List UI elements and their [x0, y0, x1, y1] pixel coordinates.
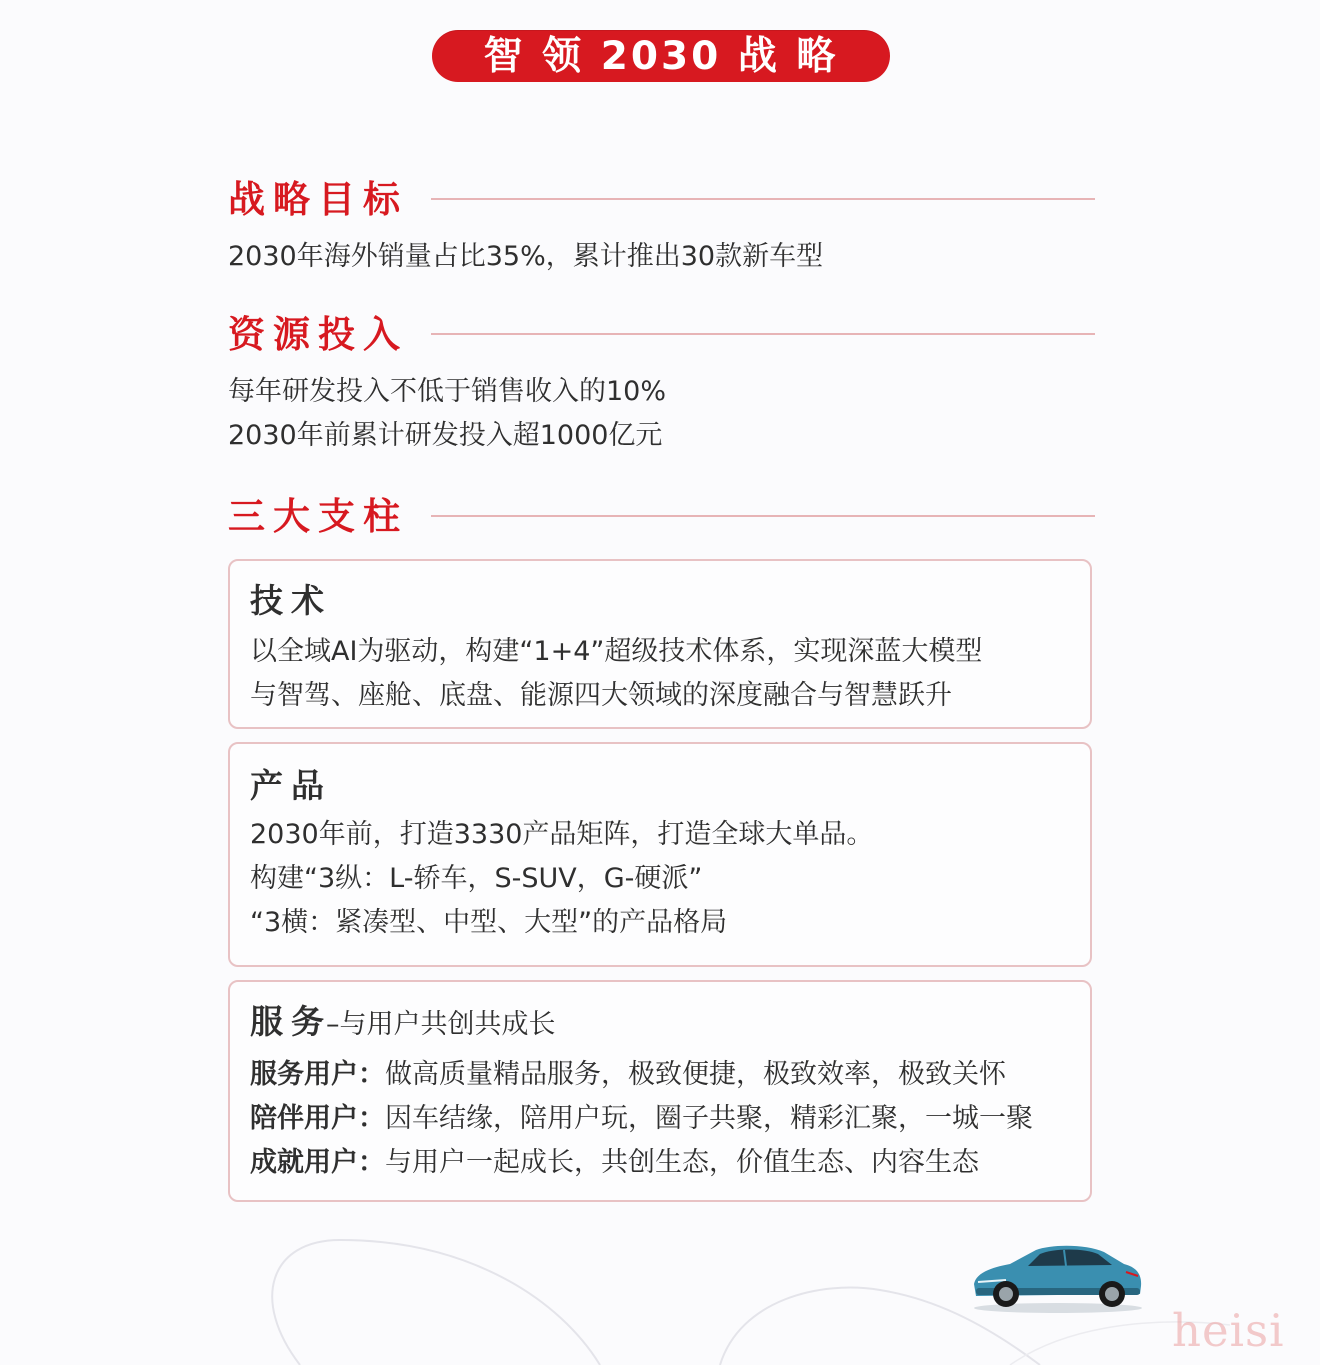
card-title-service: 服务 — [250, 1002, 332, 1041]
service-item-text: 做高质量精品服务，极致便捷，极致效率，极致关怀 — [385, 1059, 1006, 1090]
section-heading-resources — [228, 313, 1095, 357]
service-item-label: 成就用户： — [250, 1147, 385, 1178]
service-item — [250, 1058, 1006, 1092]
card-product-line: “3横：紧凑型、中型、大型”的产品格局 — [250, 907, 728, 938]
section-divider — [431, 333, 1095, 335]
resources-text-1: 每年研发投入不低于销售收入的10% — [228, 376, 667, 407]
service-item-label: 陪伴用户： — [250, 1103, 385, 1134]
resources-text-2: 2030年前累计研发投入超1000亿元 — [228, 420, 663, 451]
card-tech-line: 以全域AI为驱动，构建“1+4”超级技术体系，实现深蓝大模型 — [250, 636, 983, 667]
section-title-goal: 战略目标 — [228, 178, 408, 221]
card-tech — [228, 559, 1092, 729]
goal-text: 2030年海外销量占比35%，累计推出30款新车型 — [228, 241, 824, 272]
service-item-text: 因车结缘，陪用户玩，圈子共聚，精彩汇聚，一城一聚 — [385, 1103, 1033, 1134]
card-service-subtitle: –与用户共创共成长 — [326, 1009, 556, 1040]
service-item — [250, 1102, 1033, 1136]
section-heading-pillars — [228, 495, 1095, 539]
section-heading-goal — [228, 178, 1095, 222]
car-icon — [966, 1238, 1146, 1314]
card-service — [228, 980, 1092, 1202]
section-title-resources: 资源投入 — [228, 313, 408, 356]
service-item — [250, 1146, 979, 1180]
card-tech-line: 与智驾、座舱、底盘、能源四大领域的深度融合与智慧跃升 — [250, 680, 952, 711]
page-title: 智 领 2030 战 略 — [483, 33, 839, 79]
service-item-text: 与用户一起成长，共创生态，价值生态、内容生态 — [385, 1147, 979, 1178]
card-product-line: 2030年前，打造3330产品矩阵，打造全球大单品。 — [250, 819, 874, 850]
card-title-tech: 技术 — [250, 581, 332, 620]
section-title-pillars: 三大支柱 — [228, 495, 408, 538]
card-service-header — [250, 1002, 556, 1046]
section-divider — [431, 198, 1095, 200]
card-title-product: 产品 — [250, 766, 332, 805]
watermark-text: heisi — [1172, 1304, 1285, 1357]
title-banner — [432, 30, 890, 82]
card-product — [228, 742, 1092, 967]
section-divider — [431, 515, 1095, 517]
card-product-line: 构建“3纵：L-轿车，S-SUV，G-硬派” — [250, 863, 703, 894]
service-item-label: 服务用户： — [250, 1059, 385, 1090]
